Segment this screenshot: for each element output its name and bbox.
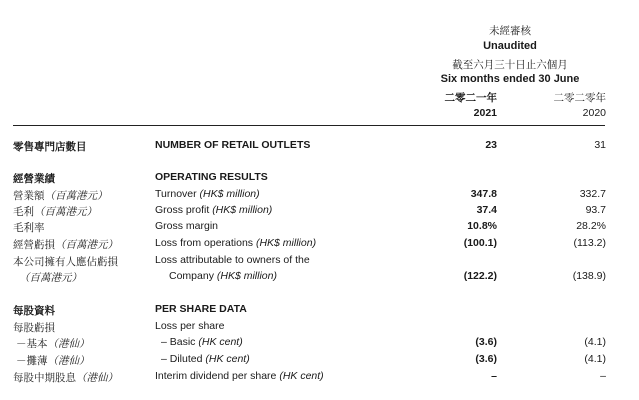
loss-per-share-label: Loss per share	[155, 320, 225, 332]
loss-owners-label-line1: Loss attributable to owners of the	[155, 254, 310, 266]
gross-profit-zh: 毛利（百萬港元）	[13, 206, 97, 218]
diluted-2020: (4.1)	[584, 353, 606, 365]
interim-dividend-zh: 每股中期股息（港仙）	[13, 372, 118, 384]
interim-dividend-2021: –	[491, 370, 497, 382]
turnover-2021: 347.8	[470, 188, 497, 200]
per-share-heading-zh: 每股資料	[13, 305, 55, 317]
header-year-2021: 2021	[473, 107, 497, 119]
turnover-label: Turnover (HK$ million)	[155, 188, 260, 200]
loss-per-share-zh: 每股虧損	[13, 322, 55, 334]
interim-dividend-label: Interim dividend per share (HK cent)	[155, 370, 324, 382]
header-unaudited: Unaudited	[483, 40, 537, 52]
loss-operations-2021: (100.1)	[463, 237, 497, 249]
diluted-2021: (3.6)	[475, 353, 497, 365]
header-zh-year-2020: 二零二零年	[553, 92, 606, 104]
header-period: Six months ended 30 June	[440, 73, 580, 85]
loss-owners-zh-line1: 本公司擁有人應佔虧損	[13, 256, 118, 268]
gross-margin-2021: 10.8%	[467, 220, 497, 232]
gross-margin-zh: 毛利率	[13, 222, 45, 234]
basic-label: – Basic (HK cent)	[161, 336, 243, 348]
gross-margin-label: Gross margin	[155, 220, 219, 232]
basic-zh: －基本（港仙）	[16, 338, 90, 350]
gross-profit-2020: 93.7	[585, 204, 606, 216]
turnover-2020: 332.7	[579, 188, 606, 200]
loss-operations-zh: 經營虧損（百萬港元）	[13, 239, 118, 251]
header-zh-period: 截至六月三十日止六個月	[452, 59, 568, 71]
basic-2020: (4.1)	[584, 336, 606, 348]
interim-dividend-2020: –	[600, 370, 606, 382]
diluted-label: – Diluted (HK cent)	[161, 353, 250, 365]
per-share-heading: PER SHARE DATA	[155, 303, 247, 315]
loss-owners-zh-line2: （百萬港元）	[19, 272, 82, 284]
diluted-zh: －攤薄（港仙）	[16, 355, 90, 367]
operating-heading: OPERATING RESULTS	[155, 171, 268, 183]
header-zh-year-2021: 二零二一年	[444, 92, 497, 104]
operating-heading-zh: 經營業績	[13, 173, 55, 185]
header-rule	[13, 125, 605, 126]
loss-owners-label-line2: Company (HK$ million)	[169, 270, 277, 282]
loss-operations-label: Loss from operations (HK$ million)	[155, 237, 317, 249]
turnover-zh: 營業額（百萬港元）	[13, 190, 108, 202]
gross-profit-2021: 37.4	[476, 204, 497, 216]
header-zh-unaudited: 未經審核	[489, 25, 531, 37]
loss-operations-2020: (113.2)	[573, 237, 606, 249]
basic-2021: (3.6)	[475, 336, 497, 348]
header-year-2020: 2020	[582, 107, 606, 119]
retail-outlets-label: NUMBER OF RETAIL OUTLETS	[155, 139, 311, 151]
loss-owners-2021: (122.2)	[463, 270, 497, 282]
gross-margin-2020: 28.2%	[576, 220, 606, 232]
retail-outlets-2021: 23	[485, 139, 497, 151]
loss-owners-2020: (138.9)	[572, 270, 606, 282]
gross-profit-label: Gross profit (HK$ million)	[155, 204, 273, 216]
retail-outlets-zh: 零售專門店數目	[13, 141, 87, 153]
retail-outlets-2020: 31	[594, 139, 606, 151]
